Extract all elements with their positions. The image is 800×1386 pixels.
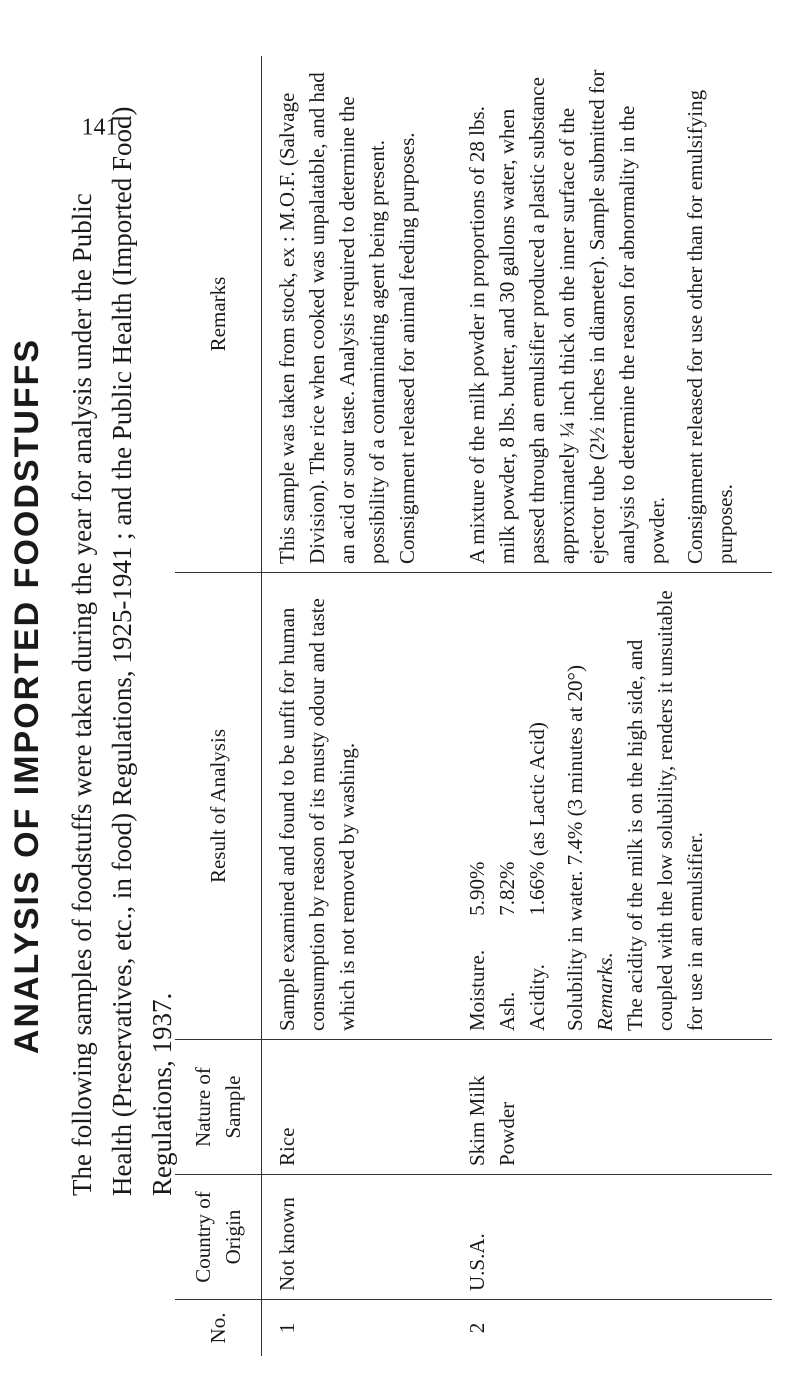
acidity-line [522, 581, 552, 1031]
page-title: ANALYSIS OF IMPORTED FOODSTUFFS [8, 337, 46, 1055]
table-header-row [175, 56, 262, 1356]
result-remarks-text: The acidity of the milk is on the high side, and coupled with the low solubility, renders it unsuitable for use in an emulsifier. [623, 590, 707, 1031]
moisture-line [462, 581, 492, 1031]
moisture-label: Moisture. [465, 949, 489, 1031]
moisture-value: 5.90% [465, 861, 489, 916]
cell-result [452, 573, 772, 1040]
cell-no: 1 [262, 1300, 453, 1357]
remarks-paragraph: Consignment released for use other than for emulsifying purposes. [683, 89, 737, 564]
table-row [452, 56, 772, 1356]
header-remarks: Remarks [175, 56, 262, 573]
analysis-table [175, 56, 772, 1356]
header-no: No. [175, 1300, 262, 1357]
cell-nature: Rice [262, 1040, 453, 1175]
header-result: Result of Analysis [175, 573, 262, 1040]
ash-line [492, 581, 522, 1031]
cell-remarks [452, 56, 772, 573]
remarks-paragraph: A mixture of the milk powder in proportions of 28 lbs. milk powder, 8 lbs. butter, and 30 gallons water, when passed through an emulsifier produced a plastic substance approximately ¼ inch thick on the inner surface of the ejector tube (2½ inches in diameter). Sample submitted for analysis to determine the reason for abnormality in the powder. [465, 69, 669, 564]
solubility-text: Solubility in water. 7.4% (3 minutes at 20°) [563, 665, 587, 1031]
cell-result: Sample examined and found to be unfit for human consumption by reason of its musty odour and taste which is not removed by washing. [262, 573, 453, 1040]
spacer [552, 581, 560, 1031]
cell-remarks: This sample was taken from stock, ex : M.O.F. (Salvage Division). The rice when cooked was unpalatable, and had an acid or sour taste. Analysis required to determine the possibility of a contaminating agent being present. Consignment released for animal feeding purposes. [275, 72, 419, 564]
header-country: Country of Origin [175, 1175, 262, 1300]
spacer [672, 64, 680, 564]
header-nature: Nature of Sample [175, 1040, 262, 1175]
result-remarks-heading: Remarks. [593, 952, 617, 1031]
cell-country: U.S.A. [452, 1175, 772, 1300]
table-row [262, 56, 453, 1356]
intro-paragraph [62, 26, 182, 1196]
ash-value: 7.82% [495, 861, 519, 916]
page-number: 141 [81, 114, 118, 141]
cell-country: Not known [262, 1175, 453, 1300]
intro-line: The following samples of foodstuffs were taken during the year for analysis under the Public [67, 193, 97, 1196]
acidity-value: 1.66% (as Lactic Acid) [525, 722, 549, 916]
acidity-label: Acidity. [525, 964, 549, 1031]
intro-line: Health (Preservatives, etc., in food) Regulations, 1925-1941 ; and the Public Health (Imported Food) [107, 106, 137, 1196]
cell-nature: Skim Milk Powder [452, 1040, 772, 1175]
ash-label: Ash. [495, 991, 519, 1031]
intro-line: Regulations, 1937. [147, 992, 177, 1196]
cell-no: 2 [452, 1300, 772, 1357]
